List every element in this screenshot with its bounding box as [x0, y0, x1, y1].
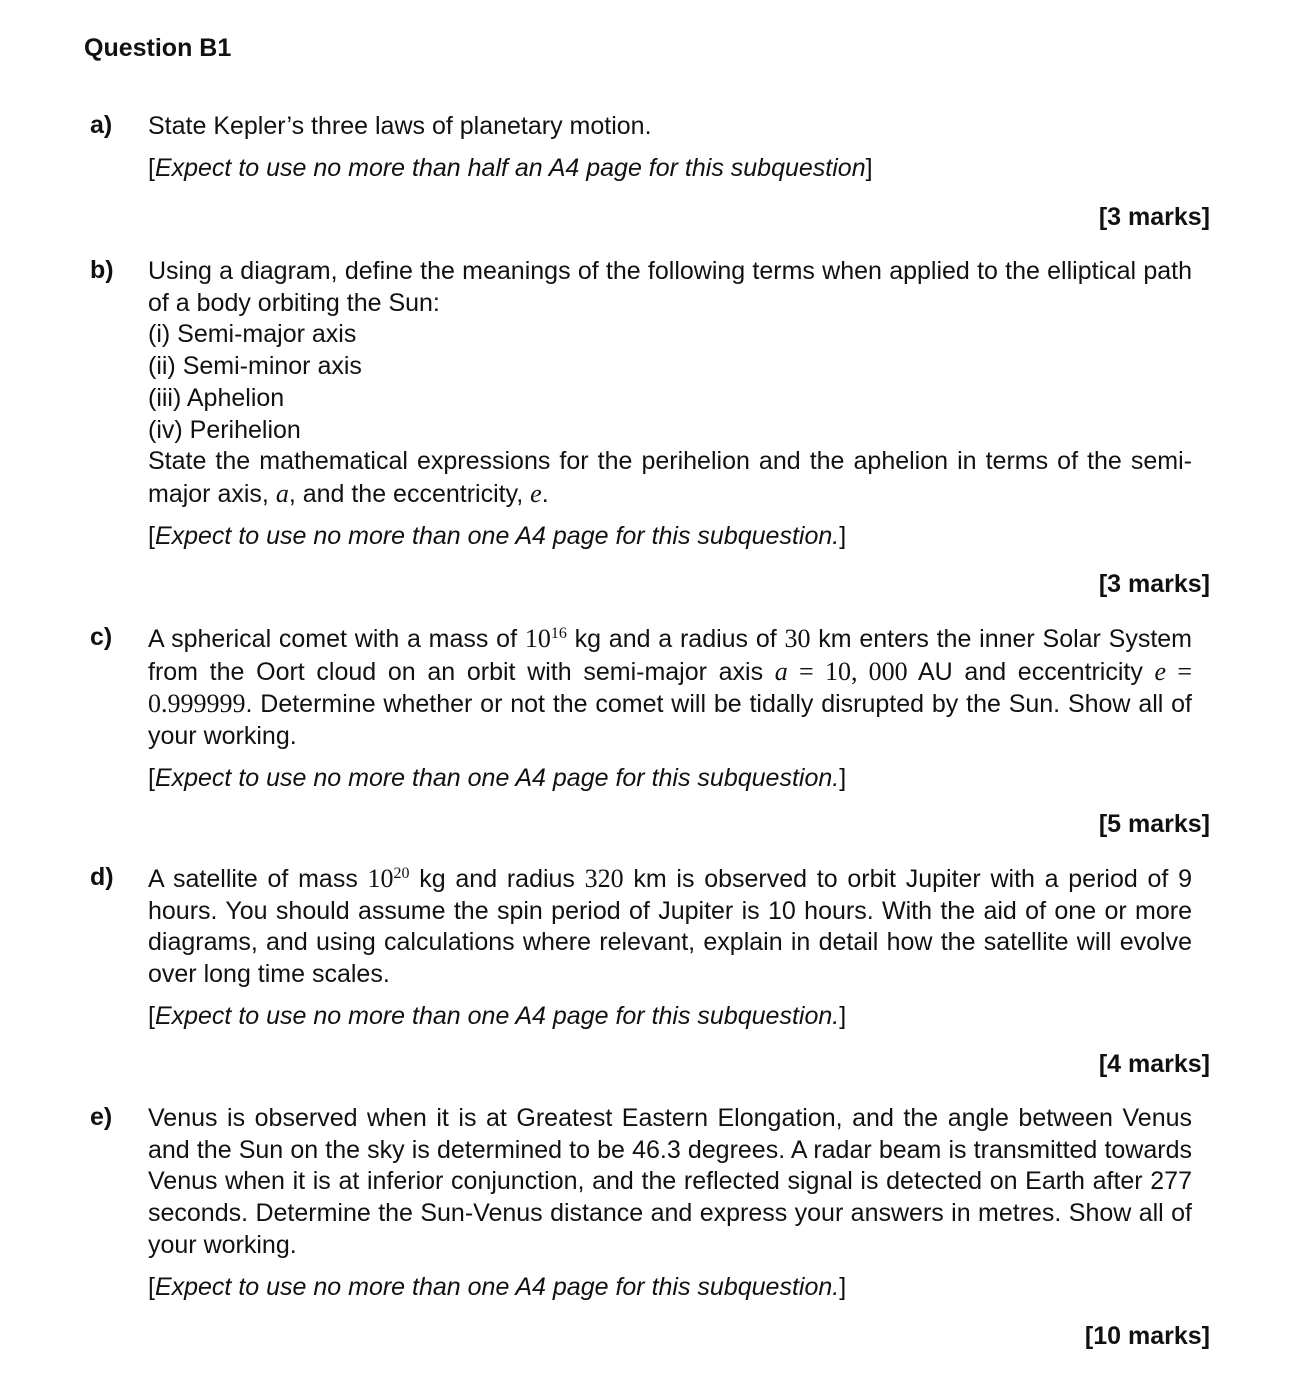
subquestion-c	[90, 623, 1192, 795]
subquestion-c-label: c)	[90, 623, 113, 651]
subquestion-b-label: b)	[90, 256, 114, 284]
subquestion-a-text: State Kepler’s three laws of planetary motion.	[148, 112, 652, 140]
subquestion-a	[90, 111, 1192, 184]
subquestion-b-item: (iv) Perihelion	[148, 415, 301, 444]
subquestion-c-expect: [Expect to use no more than one A4 page for this subquestion.]	[148, 763, 847, 792]
subquestion-d-text: A satellite of mass $10^{20}$ kg and radius 320 km is observed to orbit Jupiter with a period of 9 hours. You should assume the spin period of Jupiter is 10 hours. With the aid of one or more diagrams, and using calculations where relevant, explain in detail how the satellite will evolve over long time scales.	[148, 864, 1192, 989]
subquestion-a-marks: [3 marks]	[1098, 203, 1210, 231]
subquestion-b-marks: [3 marks]	[1098, 570, 1210, 598]
subquestion-b-item: (i) Semi-major axis	[148, 320, 357, 349]
subquestion-b-intro: Using a diagram, define the meanings of the following terms when applied to the elliptical path of a body orbiting the Sun:	[148, 257, 1192, 317]
subquestion-a-label: a)	[90, 111, 113, 139]
subquestion-e-expect: [Expect to use no more than one A4 page for this subquestion.]	[148, 1272, 847, 1301]
subquestion-d-expect: [Expect to use no more than one A4 page for this subquestion.]	[148, 1001, 847, 1030]
subquestion-c-marks: [5 marks]	[1098, 810, 1210, 838]
question-title: Question B1	[84, 34, 232, 62]
subquestion-b-expect: [Expect to use no more than one A4 page for this subquestion.]	[148, 521, 847, 550]
subquestion-d-marks: [4 marks]	[1098, 1050, 1210, 1078]
subquestion-d	[90, 863, 1192, 1033]
subquestion-c-text: A spherical comet with a mass of $10^{16}$ kg and a radius of 30 km enters the inner Solar System from the Oort cloud on an orbit with semi-major axis a = 10, 000 AU and eccentricity e = 0.999999. Determine whether or not the comet will be tidally disrupted by the Sun. Show all of your working.	[148, 624, 1193, 751]
subquestion-e	[90, 1103, 1192, 1303]
subquestion-b	[90, 256, 1192, 552]
subquestion-a-expect: [Expect to use no more than half an A4 page for this subquestion]	[148, 153, 873, 182]
subquestion-d-label: d)	[90, 863, 114, 891]
subquestion-b-item: (iii) Aphelion	[148, 383, 285, 412]
subquestion-e-label: e)	[90, 1103, 113, 1131]
subquestion-b-text2: State the mathematical expressions for the perihelion and the aphelion in terms of the semi-major axis, a, and the eccentricity, e.	[148, 447, 1192, 508]
subquestion-e-text: Venus is observed when it is at Greatest Eastern Elongation, and the angle between Venus and the Sun on the sky is determined to be 46.3 degrees. A radar beam is transmitted towards Venus when it is at inferior conjunction, and the reflected signal is detected on Earth after 277 seconds. Determine the Sun-Venus distance and express your answers in metres. Show all of your working.	[148, 1104, 1192, 1259]
subquestion-e-marks: [10 marks]	[1084, 1322, 1210, 1350]
subquestion-b-item: (ii) Semi-minor axis	[148, 352, 362, 381]
